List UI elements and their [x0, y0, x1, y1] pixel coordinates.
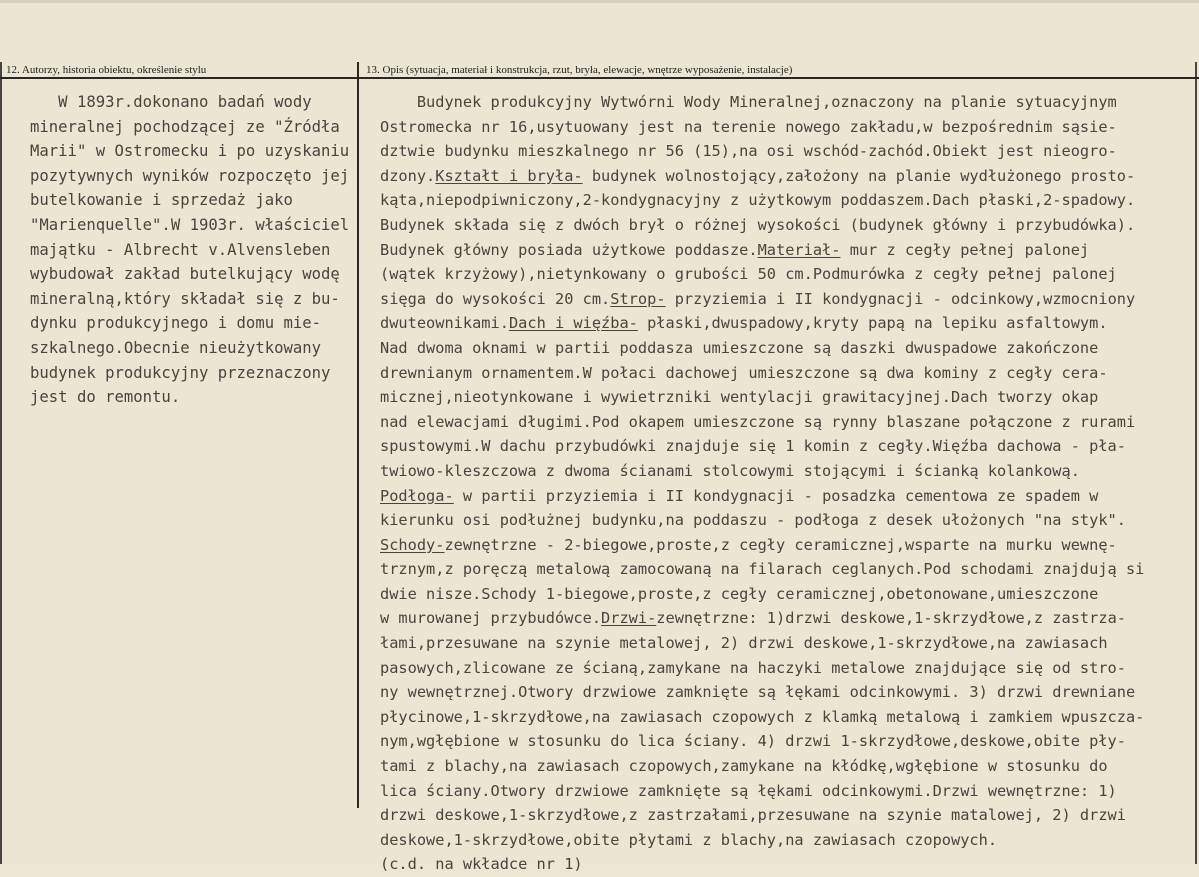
section-keyword: Materiał- [757, 240, 841, 259]
description-text-line [380, 90, 1195, 115]
description-text-line [380, 656, 1195, 681]
text-segment: kąta,niepodpiwniczony,2-kondygnacyjny z użytkowym poddaszem.Dach płaski,2-spadowy. [380, 191, 1136, 210]
history-text-line: dynku produkcyjnego i domu mie- [30, 314, 322, 333]
description-text-line [380, 311, 1195, 336]
text-segment: drewnianym ornamentem.W połaci dachowej umieszczone są dwa kominy z cegły cera- [380, 363, 1108, 382]
text-segment: sięga do wysokości 20 cm. [380, 289, 611, 308]
text-segment: lica ściany.Otwory drzwiowe zamknięte są łękami odcinkowymi.Drzwi wewnętrzne: 1) [380, 781, 1117, 800]
left-border [0, 62, 2, 864]
section-keyword: Drzwi- [601, 609, 657, 628]
history-text-line: majątku - Albrecht v.Alvensleben [30, 240, 331, 259]
text-segment: nym,wgłębione w stosunku do lica ściany. 4) drzwi 1-skrzydłowe,deskowe,obite pły- [380, 732, 1126, 751]
text-segment: Budynek produkcyjny Wytwórni Wody Mineralnej,oznaczony na planie sytuacyjnym [380, 93, 1117, 111]
text-segment: trznym,z poręczą metalową zamocowaną na filarach ceglanych.Pod schodami znajdują si [380, 560, 1145, 579]
text-segment: nad elewacjami długimi.Pod okapem umieszczone są rynny blaszane połączone z rurami [380, 412, 1136, 431]
text-segment: w murowanej przybudówce. [380, 609, 602, 628]
description-text-line [380, 606, 1195, 631]
history-text-line: Marii" w Ostromecku i po uzyskaniu [30, 142, 350, 161]
description-text-line [380, 287, 1195, 312]
text-segment: budynek wolnostojący,założony na planie wydłużonego prosto- [582, 166, 1136, 185]
description-text-line [380, 459, 1195, 484]
section-13-header: 13. Opis (sytuacja, materiał i konstrukcja, rzut, bryła, elewacje, wnętrze wyposażenie, instalacje) [366, 64, 793, 76]
text-segment: mur z cegły pełnej palonej [840, 240, 1090, 259]
history-text-line: wybudował zakład butelkujący wodę [30, 265, 340, 284]
description-text-line [380, 385, 1195, 410]
history-text-line: pozytywnych wyników rozpoczęto jej [30, 166, 350, 185]
description-text-line [380, 361, 1195, 386]
section-keyword: Podłoga- [380, 486, 454, 505]
text-segment: ny wewnętrznej.Otwory drzwiowe zamknięte są łękami odcinkowymi. 3) drzwi drewniane [380, 683, 1136, 702]
description-text-line [380, 410, 1195, 435]
description-text-line [380, 557, 1195, 582]
description-text-line [380, 484, 1195, 509]
text-segment: dztwie budynku mieszkalnego nr 56 (15),na osi wschód-zachód.Obiekt jest nieogro- [380, 142, 1117, 161]
text-segment: micznej,nieotynkowane i wywietrzniki wentylacji grawitacyjnej.Dach tworzy okap [380, 388, 1099, 407]
text-segment: drzwi deskowe,1-skrzydłowe,z zastrzałami,przesuwane na szynie matalowej, 2) drzwi [380, 806, 1126, 825]
text-segment: Budynek składa się z dwóch brył o różnej wysokości (budynek główny i przybudówka). [380, 215, 1136, 234]
text-segment: deskowe,1-skrzydłowe,obite płytami z blachy,na zawiasach czopowych. [380, 830, 998, 849]
text-segment: przyziemia i II kondygnacji - odcinkowy,wzmocniony [665, 289, 1136, 308]
text-segment: dwie nisze.Schody 1-biegowe,proste,z cegły ceramicznej,obetonowane,umieszczone [380, 584, 1099, 603]
description-text-line [380, 115, 1195, 140]
text-segment: płycinowe,1-skrzydłowe,na zawiasach czopowych z klamką metalową i zamkiem wpuszcza- [380, 707, 1145, 726]
description-text-line [380, 803, 1195, 828]
text-segment: płaski,dwuspadowy,kryty papą na lepiku asfaltowym. [637, 314, 1108, 333]
description-text-line [380, 139, 1195, 164]
text-segment: dzony. [380, 166, 436, 185]
description-text-line [380, 434, 1195, 459]
text-segment: Nad dwoma oknami w partii poddasza umieszczone są daszki dwuspadowe zakończone [380, 338, 1099, 357]
history-text-line: jest do remontu. [30, 388, 181, 407]
text-segment: w partii przyziemia i II kondygnacji - posadzka cementowa ze spadem w [453, 486, 1099, 505]
history-text-line: szkalnego.Obecnie nieużytkowany [30, 338, 322, 357]
history-text-line: mineralną,który składał się z bu- [30, 289, 340, 308]
sheet-top-edge [0, 0, 1199, 3]
history-text-line: butelkowanie i sprzedaż jako [30, 191, 293, 210]
text-segment: łami,przesuwane na szynie metalowej, 2) drzwi deskowe,1-skrzydłowe,na zawiasach [380, 634, 1108, 653]
text-segment: (wątek krzyżowy),nietynkowany o grubości 50 cm.Podmurówka z cegły pełnej palonej [380, 265, 1117, 284]
text-segment: pasowych,zlicowane ze ścianą,zamykane na haczyki metalowe znajdujące się od stro- [380, 658, 1126, 677]
text-segment: zewnętrzne: 1)drzwi deskowe,1-skrzydłowe,z zastrza- [656, 609, 1126, 628]
description-text-line [380, 188, 1195, 213]
history-column [30, 90, 360, 410]
description-text-line [380, 631, 1195, 656]
description-text-line [380, 729, 1195, 754]
description-text-line [380, 262, 1195, 287]
text-segment: zewnętrzne - 2-biegowe,proste,z cegły ceramicznej,wsparte na murku wewnę- [444, 535, 1117, 554]
text-segment: dwuteownikami. [380, 314, 509, 333]
description-text-line [380, 336, 1195, 361]
text-segment: kierunku osi podłużnej budynku,na poddaszu - podłoga z desek ułożonych "na styk". [380, 511, 1126, 530]
history-text-line: W 1893r.dokonano badań wody [30, 93, 312, 111]
description-text-line [380, 508, 1195, 533]
description-text-line [380, 852, 1195, 877]
section-keyword: Strop- [610, 289, 666, 308]
text-segment: (c.d. na wkładce nr 1) [380, 855, 583, 874]
description-text-line [380, 533, 1195, 558]
history-text-line: "Marienquelle".W 1903r. właściciel [30, 215, 350, 234]
description-text-line [380, 680, 1195, 705]
description-column [380, 90, 1195, 877]
right-border [1195, 62, 1197, 864]
description-text-line [380, 828, 1195, 853]
description-text-line [380, 779, 1195, 804]
text-segment: spustowymi.W dachu przybudówki znajduje się 1 komin z cegły.Więźba dachowa - pła- [380, 437, 1126, 456]
description-text-line [380, 582, 1195, 607]
text-segment: twiowo-kleszczowa z dwoma ścianami stolcowymi stojącymi i ścianką kolankową. [380, 461, 1080, 480]
section-keyword: Dach i więźba- [508, 314, 638, 333]
history-text-line: mineralnej pochodzącej ze "Źródła [30, 117, 340, 136]
description-text-line [380, 754, 1195, 779]
header-rule [0, 77, 1199, 79]
description-text-line [380, 238, 1195, 263]
text-segment: tami z blachy,na zawiasach czopowych,zamykane na kłódkę,wgłębione w stosunku do [380, 757, 1108, 776]
text-segment: Budynek główny posiada użytkowe poddasze. [380, 240, 758, 259]
text-segment: Ostromecka nr 16,usytuowany jest na terenie nowego zakładu,w bezpośrednim sąsie- [380, 117, 1117, 136]
description-text-line [380, 164, 1195, 189]
description-text-line [380, 705, 1195, 730]
history-text-line: budynek produkcyjny przeznaczony [30, 363, 331, 382]
description-text-line [380, 213, 1195, 238]
section-keyword: Schody- [380, 535, 445, 554]
section-keyword: Kształt i bryła- [435, 166, 583, 185]
section-12-header: 12. Autorzy, historia obiektu, określenie stylu [6, 64, 207, 76]
